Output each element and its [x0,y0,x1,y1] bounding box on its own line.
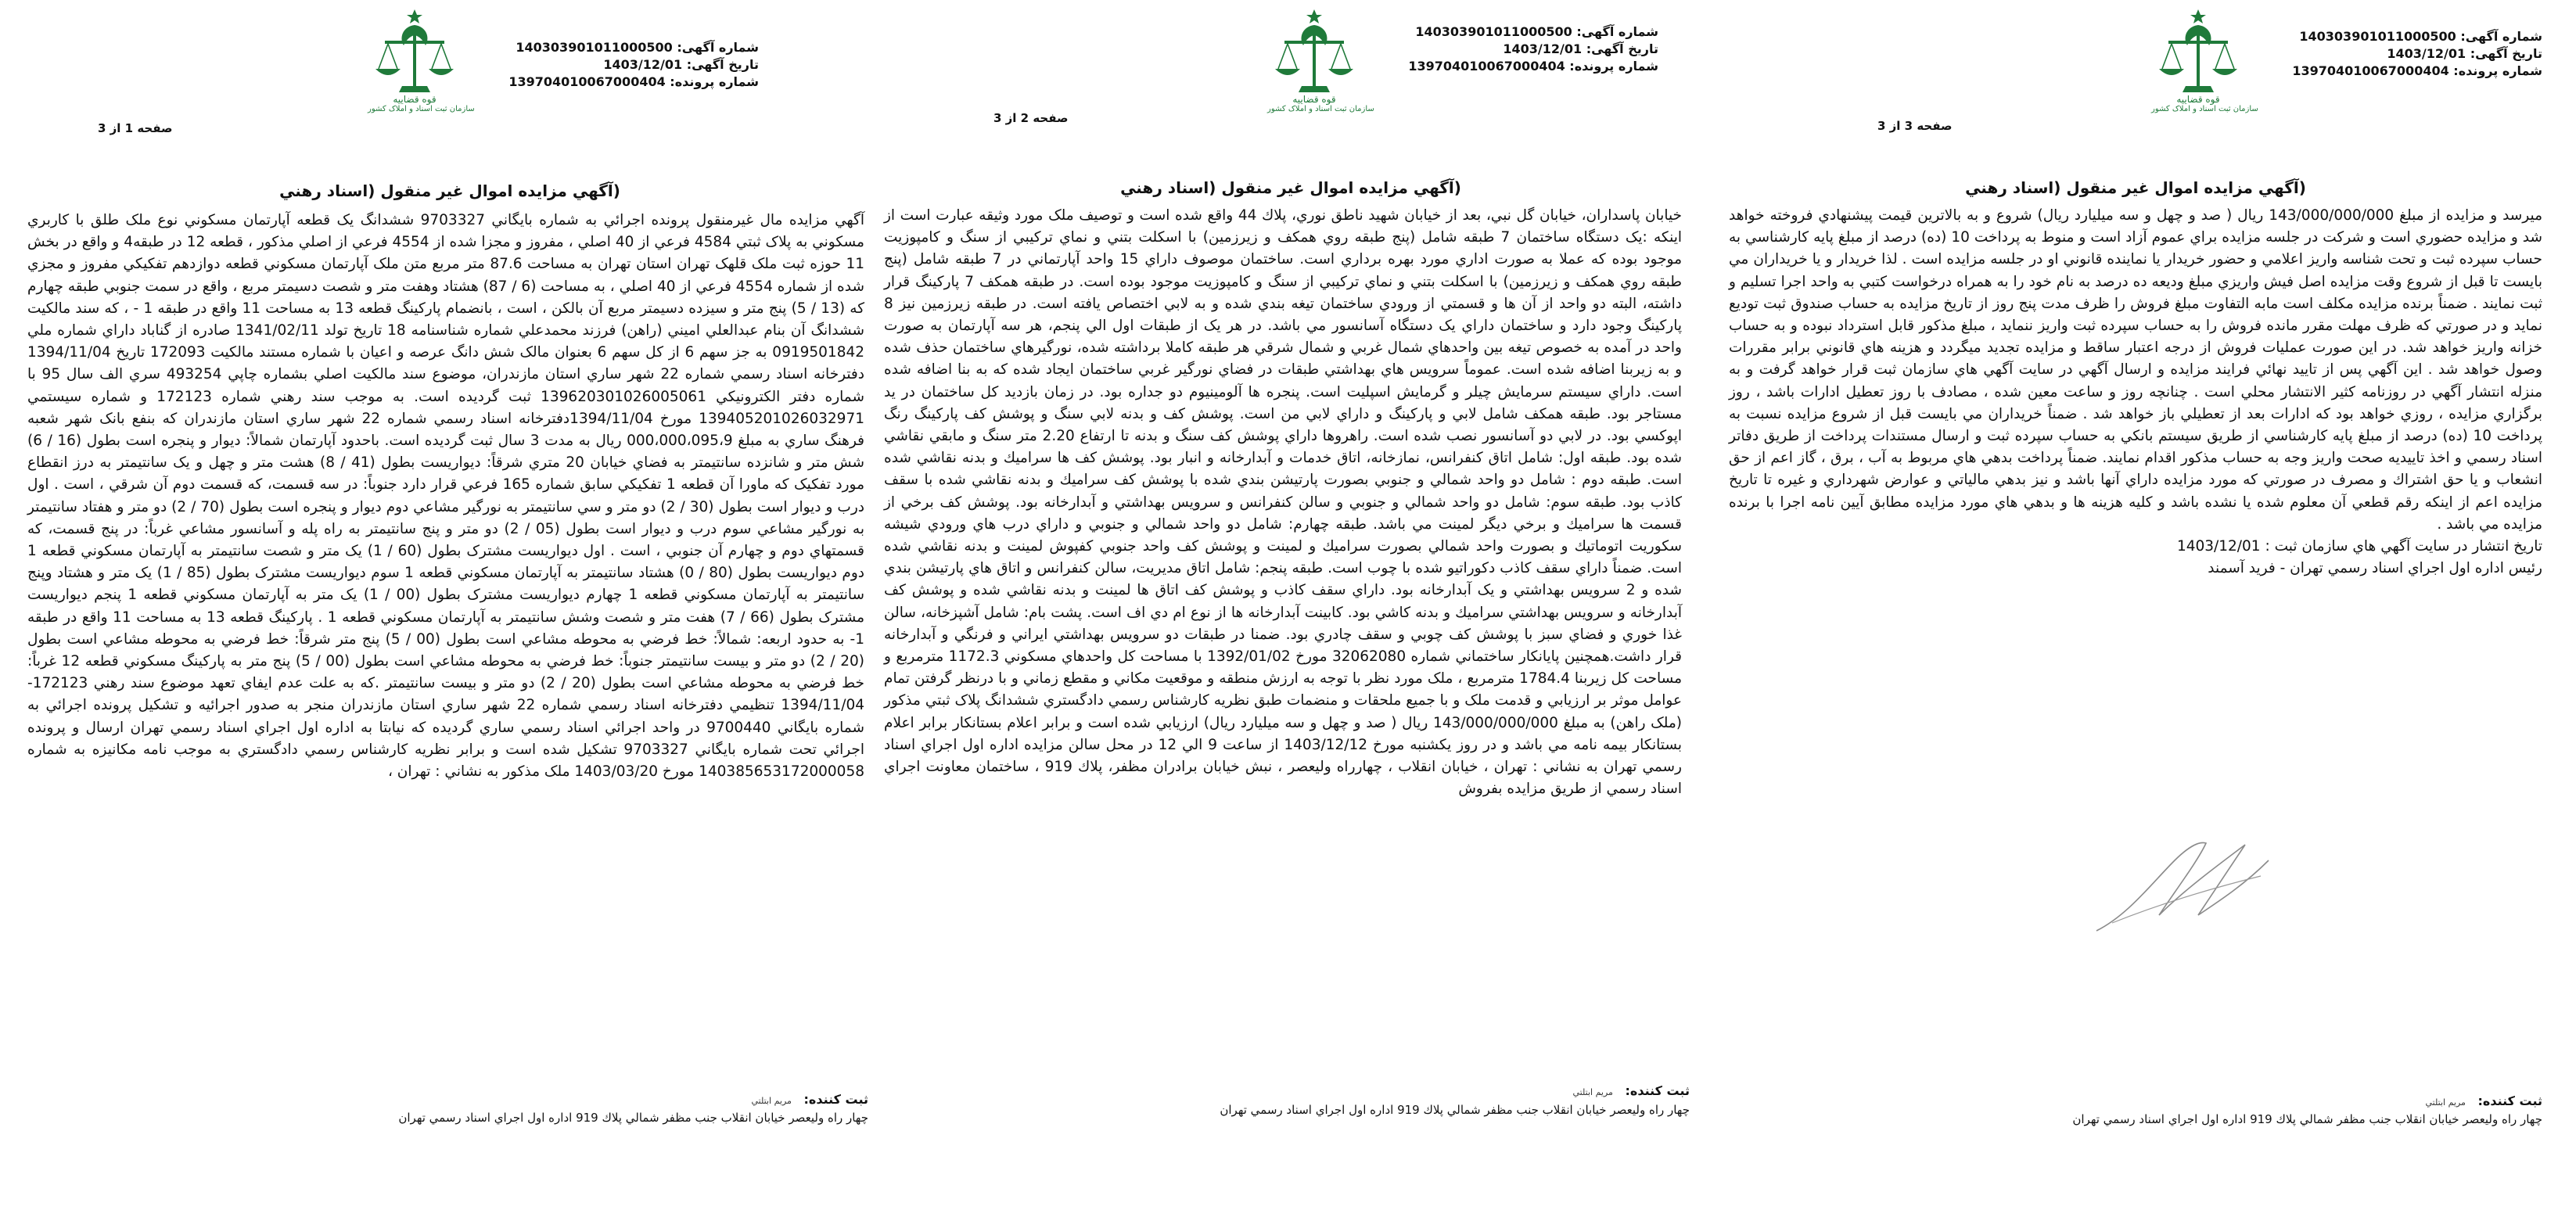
signer-label: ثبت کننده: [1625,1083,1690,1098]
publish-line: تاريخ انتشار در سايت آگهي هاي سازمان ثبت : 1403/12/01 [2176,538,2542,555]
notice-number: 140303901011000500 [516,40,673,55]
handwritten-signature [2081,829,2284,946]
signer [1518,1083,1690,1098]
page-indicator: صفحه 3 از 3 [1877,119,1953,133]
case-number: 139704010067000404 [2292,63,2449,78]
notice-meta [508,39,759,91]
case-number-label: شماره پرونده: [1569,59,1658,74]
scales-of-justice-emblem-icon [2151,8,2258,117]
notice-number: 140303901011000500 [1415,24,1572,39]
notice-title: (آگهي مزايده اموال غير منقول (اسناد رهني [1965,178,2306,197]
notice-number-label: شماره آگهی: [2460,29,2542,44]
notice-title: (آگهي مزايده اموال غير منقول (اسناد رهني [279,181,620,200]
case-number-label: شماره پرونده: [2453,63,2542,78]
case-number: 139704010067000404 [508,74,666,89]
notice-title: (آگهي مزايده اموال غير منقول (اسناد رهني [1120,178,1461,197]
signer [2386,1093,2542,1108]
office-address: چهار راه وليعصر خيابان انقلاب جنب مظفر شمالي پلاك 919 اداره اول اجراي اسناد رسمي تهران [1220,1103,1690,1117]
notice-number-label: شماره آگهی: [1576,24,1658,39]
notice-page-2 [876,0,1705,1210]
signer-name: مريم ابتلتي [2425,1097,2466,1108]
signer-name: مريم ابتلتي [751,1096,792,1106]
notice-meta [2292,28,2542,80]
scales-of-justice-emblem-icon [368,8,475,117]
case-number-label: شماره پرونده: [670,74,759,89]
notice-date: 1403/12/01 [1503,41,1583,56]
signer-label: ثبت کننده: [803,1092,868,1107]
signer-label: ثبت کننده: [2477,1093,2542,1108]
office-address: چهار راه وليعصر خيابان انقلاب جنب مظفر شمالي پلاك 919 اداره اول اجراي اسناد رسمي تهران [398,1111,868,1125]
chief-line: رئيس اداره اول اجراي اسناد رسمي تهران - فريد آسمند [2208,560,2542,577]
notice-date-label: تاریخ آگهی: [686,57,759,72]
emblem-caption: قوه قضاییه [1292,94,1336,105]
notice-date: 1403/12/01 [2387,46,2466,61]
notice-date-label: تاریخ آگهی: [1586,41,1658,56]
emblem-subcaption: سازمان ثبت اسناد و املاک کشور [2151,105,2258,113]
emblem-subcaption: سازمان ثبت اسناد و املاک کشور [368,105,475,113]
page-indicator: صفحه 1 از 3 [98,121,173,135]
notice-body-text: ميرسد و مزايده از مبلغ 143/000/000/000 ريال ( صد و چهل و سه ميليارد ريال) شروع و به بالاترين قيمت پيشنهادي فروخته خواهد شد و مزايده حضوري است و شركت در جلسه مزايده براي عموم آزاد است و منوط به پرداخت 10 (ده) درصد از مبلغ پايه كارشناسي به حساب سپرده ثبت و تحت شناسه واريز اعلامي و حضور خريدار يا نماينده قانوني او در جلسه مزايده است . لذا خريدار و يا خريداران مي بايست تا قبل از شروع وقت مزايده اصل فيش واريزي مبلغ وديعه ده درصد به نام خود را به همراه درخواست كتبي به واحد اجرا تسليم و ثبت نمايند . ضمناً برنده مزايده مكلف است مابه التفاوت مبلغ فروش را ظرف مدت پنج روز از تاريخ مزايده به حساب صندوق ثبت توديع نمايد و در صورتي كه ظرف مهلت مقرر مانده فروش را به حساب سپرده ثبت واريز ننمايد ، مبلغ مذكور قابل استرداد نبوده و به حساب خزانه واريز خواهد شد. در اين صورت عمليات فروش از درجه اعتبار ساقط و مزايده تجديد ميگردد و هزينه هاي قانوني برابر مقررات وصول خواهد شد . اين آگهي پس از تاييد نهائي فرايند مزايده و ارسال آگهي در سايت آگهي هاي سازمان ثبت قرار خواهد گرفت و به منزله انتشار آگهي در روزنامه كثير الانتشار محلي است . چنانچه روز و ساعت معين شده ، مصادف با روز تعطيل ادارات باشد ، روز برگزاري مزايده ، روزي خواهد بود كه ادارات بعد از تعطيلي باز خواهد شد . ضمناً خريداران مي بايست قبل از شروع مزايده نسبت به پرداخت 10 (ده) درصد از مبلغ پايه كارشناسي از طريق سيستم بانكي به حساب سپرده ثبت و ارسال مستندات پرداخت از طريق دفاتر اسناد رسمي و اخذ تاييديه صحت واريز وجه به حساب مذكور اقدام نمايند. ضمناً پرداخت بدهي هاي مربوط به آب ، برق ، گاز اعم از حق انشعاب و يا حق اشتراك و مصرف در صورتي كه مورد مزايده داراي آنها باشد و نيز بدهي مالياتي و عوارض شهرداري و غيره تا تاريخ مزايده اعم از اينكه رقم قطعي آن معلوم شده يا نشده باشد و كليه هزينه ها و بدهي هاي مورد مزايده مطابق آيين نامه اجرا با برنده مزايده مي باشد . [1729,207,2543,533]
notice-meta [1408,23,1658,75]
emblem-subcaption: سازمان ثبت اسناد و املاک کشور [1267,105,1374,113]
notice-body [884,205,1682,800]
case-number: 139704010067000404 [1408,59,1565,74]
emblem-caption: قوه قضاییه [2176,94,2220,105]
notice-number-label: شماره آگهی: [677,40,759,55]
notice-body [27,210,864,783]
notice-number: 140303901011000500 [2299,29,2456,44]
signer-name: مريم ابتلتي [1572,1087,1613,1097]
page-indicator: صفحه 2 از 3 [993,111,1069,125]
signer [696,1092,868,1107]
emblem-caption: قوه قضاییه [393,94,437,105]
office-address: چهار راه وليعصر خيابان انقلاب جنب مظفر شمالي پلاك 919 اداره اول اجراي اسناد رسمي تهران [2072,1112,2542,1126]
notice-page-1 [23,0,876,1210]
scales-of-justice-emblem-icon [1267,8,1374,117]
notice-page-3 [1713,0,2558,1210]
notice-body-text: آگهي مزايده مال غيرمنقول پرونده اجرائي به شماره بايگاني 9703327 ششدانگ يک قطعه آپارتمان مسكوني نوع ملک طلق با كاربري مسكوني به پلاک ثبتي 4584 فرعي از 40 اصلي ، مفروز و مجزا شده از 4554 فرعي از اصلي مذكور ، قطعه 12 در طبقه4 و واقع در بخش 11 حوزه ثبت ملک قلهک تهران استان تهران به مساحت 87.6 متر مربع متن ملک آپارتمان مسكوني قطعه دوازدهم تفكيكي مفروز و مجزي شده از شماره 4554 فرعي از 40 اصلي ، به مساحت (6 / 87) هشتاد وهفت متر و شصت دسيمتر مربع ، واقع در سمت جنوبي طبقه چهارم كه (13 / 5) پنج متر و سيزده دسيمتر مربع آن بالكن ، است ، بانضمام پاركينگ قطعه 13 به مساحت 11 واقع در طبقه 1 - ، كه سند مالكيت ششدانگ آن بنام عبدالعلي اميني (راهن) فرزند محمدعلي شماره شناسنامه 18 تاريخ تولد 1341/02/11 صادره از گناباد داراي شماره ملي 0919501842 به جز سهم 6 از كل سهم 6 بعنوان مالک شش دانگ عرصه و اعيان با شماره مستند مالكيت 172093 تاريخ 1394/11/04 دفترخانه اسناد رسمي شماره 22 شهر ساري استان مازندران، موضوع سند مالكيت اصلي بشماره چاپي 493254 سري الف سال 95 با شماره دفتر الكترونيكي 139620301026005061 ثبت گرديده است. به موجب سند رهني شماره 172123 و شماره سيستمي 139405201026032971 مورخ 1394/11/04دفترخانه اسناد رسمي شماره 22 شهر ساري استان مازندران كه بنفع بانک شهر شعبه فرهنگ ساري به مبلغ 000،000،095،9 ريال به مدت 3 سال ثبت گرديده است. باحدود آپارتمان شمالاً: ديوار و پنجره است بطول (16 / 6) شش متر و شانزده سانتيمتر به فضاي خيابان 20 متري شرقاً: ديواريست بطول (41 / 8) هشت متر و چهل و يک سانتيمتر به درز انقطاع مورد تفكيک كه ماورا آن قطعه 1 تفكيكي سابق شماره 165 فرعي قرار دارد جنوباً: در سه قسمت، كه قسمت دوم آن شرقي ، است . اول درب و ديوار است بطول (30 / 2) دو متر و سي سانتيمتر به نورگير مشاعي دوم ديوار و پنجره است بطول (70 / 2) دو متر و هفتاد سانتيمتر به نورگير مشاعي سوم درب و ديوار است بطول (05 / 2) دو متر و پنج سانتيمتر به راه پله و آسانسور مشاعي غرباً: در پنج قسمت، كه قسمتهاي دوم و چهارم آن جنوبي ، است . اول ديواريست مشترک بطول (60 / 1) يک متر و شصت سانتيمتر به آپارتمان مسكوني قطعه 1 دوم ديواريست بطول (80 / 0) هشتاد سانتيمتر به آپارتمان مسكوني قطعه 1 سوم ديواريست مشترک بطول (85 / 1) يک متر و هشتاد وپنج سانتيمتر به آپارتمان مسكوني قطعه 1 چهارم ديواريست مشترک بطول (00 / 1) يک متر به آپارتمان مسكوني قطعه 1 پنجم ديواريست مشترک بطول (66 / 7) هفت متر و شصت وشش سانتيمتر به آپارتمان مسكوني قطعه 1 . پاركينگ قطعه 13 به مساحت 11 واقع در طبقه 1- به حدود اربعه: شمالاً: خط فرضي به محوطه مشاعي است بطول (00 / 5) پنج متر شرقاً: خط فرضي به محوطه مشاعي است بطول (20 / 2) دو متر و بيست سانتيمتر جنوباً: خط فرضي به محوطه مشاعي است بطول (00 / 5) پنج متر به پاركينگ مسكوني قطعه 12 غرباً: خط فرضي به محوطه مشاعي است بطول (20 / 2) دو متر و بيست سانتيمتر .كه به علت عدم ايفاي تعهد موضوع سند رهني 172123- 1394/11/04 تنظيمي دفترخانه اسناد رسمي شماره 22 شهر ساري استان مازندران منجر به صدور اجرائيه و تشكيل پرونده اجرائي به شماره بايگاني 9700440 در واحد اجرائي اسناد رسمي ساري گرديده كه نيابتا به اداره اول اجراي اسناد رسمي تهران ارسال و پرونده اجرائي تحت شماره بايگاني 9703327 تشكيل شده است و برابر نظريه كارشناس رسمي دادگستري به موجب نامه مكانيزه به شماره 140385653172000058 مورخ 1403/03/20 ملک مذكور به نشاني : تهران ، [27,212,865,781]
notice-date-label: تاریخ آگهی: [2470,46,2542,61]
notice-body [1729,205,2542,580]
notice-date: 1403/12/01 [603,57,683,72]
notice-body-text: خيابان پاسداران، خيابان گل نبي، بعد از خيابان شهيد ناطق نوري، پلاك 44 واقع شده است و توصيف ملک مورد وثيقه عبارت است از اينكه :يک دستگاه ساختمان 7 طبقه شامل (پنج طبقه روي همکف و زيرزمين) با اسكلت بتني و نماي تركيبي از سنگ و كامپوزيت موجود بوده كه عملا به صورت اداري مورد بهره برداري است. ساختمان موصوف داراي 15 واحد آپارتماني در 7 طبقه شامل (پنج طبقه روي همکف و زيرزمين) با اسكلت بتني و نماي تركيبي از سنگ و كامپوزيت موجود بوده است. در طبقه همكف 7 پاركينگ قرار داشته، البته دو واحد از آن ها و قسمتي از ورودي ساختمان تيغه بندي شده و به لابي اختصاص يافته است. در طبقه زيرزمين نيز 8 پاركينگ وجود دارد و ساختمان داراي يک دستگاه آسانسور مي باشد. در هر يک از طبقات اول الي پنجم، هر سه آپارتمان به صورت واحد در آمده به خصوص تيغه بين واحدهاي شمال غربي و شمال شرقي هر طبقه كاملا برداشته شده، نورگيرهاي ساختمان حذف شده و به زيربنا اضافه شده است. عموماً سرويس هاي بهداشتي طبقات در فضاي نورگير غربي ساختمان ايجاد شده كه به بنا اضافه شده است. داراي سيستم سرمايش چيلر و گرمايش اسپليت است. پنجره ها آلومينيوم دو جداره بود. در زمان بازديد كل ساختمان در يد مستاجر بود. طبقه همكف شامل لابي و پاركينگ و داراي لابي من است. پوشش كف و بدنه لابي سنگ و پوشش كف پاركينگ رنگ اپوكسي بود. در لابي دو آسانسور نصب شده است. راهروها داراي پوشش كف سنگ و بدنه تا ارتفاع 2.20 متر سنگ و مابقي نقاشي شده بود. طبقه اول: شامل اتاق كنفرانس، نمازخانه، اتاق خدمات و آبدارخانه و انبار بود. پوشش كف ها سراميك و بدنه نقاشي شده است. طبقه دوم : شامل دو واحد شمالي و جنوبي بصورت پارتيشن بندي شده با پوشش كف سراميك و بدنه نقاشي شده با سقف كاذب بود. طبقه سوم: شامل دو واحد شمالي و جنوبي و سالن كنفرانس و سرويس بهداشتي و آبدارخانه بود. پوشش كف برخي از قسمت ها سراميك و برخي ديگر لمينت مي باشد. طبقه چهارم: شامل دو واحد شمالي و جنوبي و داراي درب هاي ورودي شيشه سكوريت اتوماتيك و بصورت واحد شمالي بصورت سراميك و لمينت و پوشش كف واحد جنوبي كفپوش لمينت و بدنه نقاشي شده است. ضمناً داراي سقف كاذب دكوراتيو شده با چوب است. طبقه پنجم: شامل اتاق مديريت، سالن كنفرانس و اتاق هاي پارتيشن بندي شده و 2 سرويس بهداشتي و يک آبدارخانه بود. داراي سقف كاذب و پوشش كف اتاق ها لمينت و بدنه نقاشي شده و پوشش كف آبدارخانه و سرويس بهداشتي سراميك و بدنه كاشي بود. كابينت آبدارخانه ها از نوع ام دي اف است. پشت بام: شامل آشپزخانه، سالن غذا خوري و فضاي سبز با پوشش كف چوبي و سقف چادري بود. ضمنا در طبقات دو سرويس بهداشتي ايراني و فرنگي و آبدارخانه قرار داشت.همچنين پايانكار ساختماني شماره 32062080 مورخ 1392/01/02 با مساحت كل واحدهاي مسكوني 1172.3 مترمربع و مساحت كل زيربنا 1784.4 مترمربع ، ملک مورد نظر با توجه به ارزش منطقه و موقعيت مکاني و مقطع زماني و با درنظر گرفتن تمام عوامل موثر بر ارزيابي و قدمت ملک و با جميع ملحقات و منضمات طبق نظريه كارشناس رسمي دادگستري ششدانگ پلاک ثبتي مذکور (ملک راهن) به مبلغ 143/000/000/000 ريال ( صد و چهل و سه ميليارد ريال) ارزيابي شده است و برابر اعلام بستانكار برابر اعلام بستانكار بيمه نامه مي باشد و در روز يكشنبه مورخ 1403/12/12 از ساعت 9 الي 12 در محل سالن مزايده اداره اول اجراي اسناد رسمي تهران به نشاني : تهران ، خيابان انقلاب ، چهارراه وليعصر ، نبش خيابان برادران مظفر، پلاك 919 ، ساختمان معاونت اجراي اسناد رسمي از طريق مزايده بفروش [884,207,1683,798]
